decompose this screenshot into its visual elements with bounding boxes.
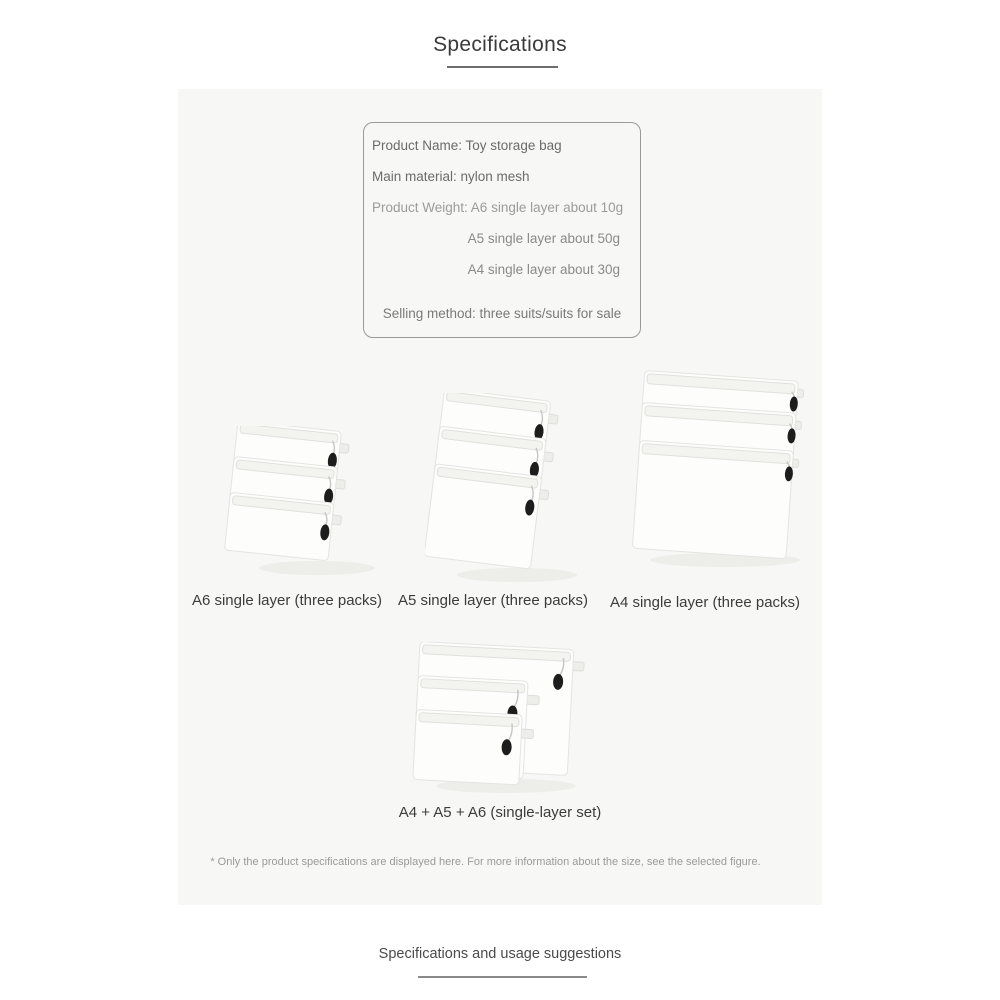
mesh-bag-graphic <box>224 492 342 561</box>
spec-line-weight-a6: Product Weight: A6 single layer about 10g <box>372 200 624 215</box>
footer-section-title: Specifications and usage suggestions <box>378 946 622 962</box>
product-image-set <box>408 642 598 800</box>
product-image-a5-stack <box>425 393 595 588</box>
spec-line-main-material: Main material: nylon mesh <box>372 169 530 184</box>
stack-shadow <box>259 561 375 575</box>
page-title: Specifications <box>433 33 567 56</box>
mesh-bag-graphic <box>413 709 535 785</box>
caption-a4: A4 single layer (three packs) <box>609 594 801 611</box>
product-image-a4-stack <box>630 370 810 570</box>
spec-line-weight-a4: A4 single layer about 30g <box>467 262 620 277</box>
caption-set: A4 + A5 + A6 (single-layer set) <box>398 804 602 821</box>
spec-line-selling-method: Selling method: three suits/suits for sale <box>382 306 622 321</box>
spec-line-weight-a5: A5 single layer about 50g <box>467 231 620 246</box>
footer-underline <box>418 976 587 978</box>
caption-a6: A6 single layer (three packs) <box>191 592 383 609</box>
mesh-bag-graphic <box>425 464 551 570</box>
spec-box <box>363 122 641 338</box>
stack-shadow <box>457 568 577 582</box>
product-image-a6-stack <box>222 426 387 581</box>
caption-a5: A5 single layer (three packs) <box>397 592 589 609</box>
mesh-bag-graphic <box>632 440 799 559</box>
title-underline <box>447 66 558 68</box>
spec-line-product-name: Product Name: Toy storage bag <box>372 138 562 153</box>
footnote-text: * Only the product specifications are displayed here. For more information about the size, see the selected figure. <box>210 856 761 868</box>
